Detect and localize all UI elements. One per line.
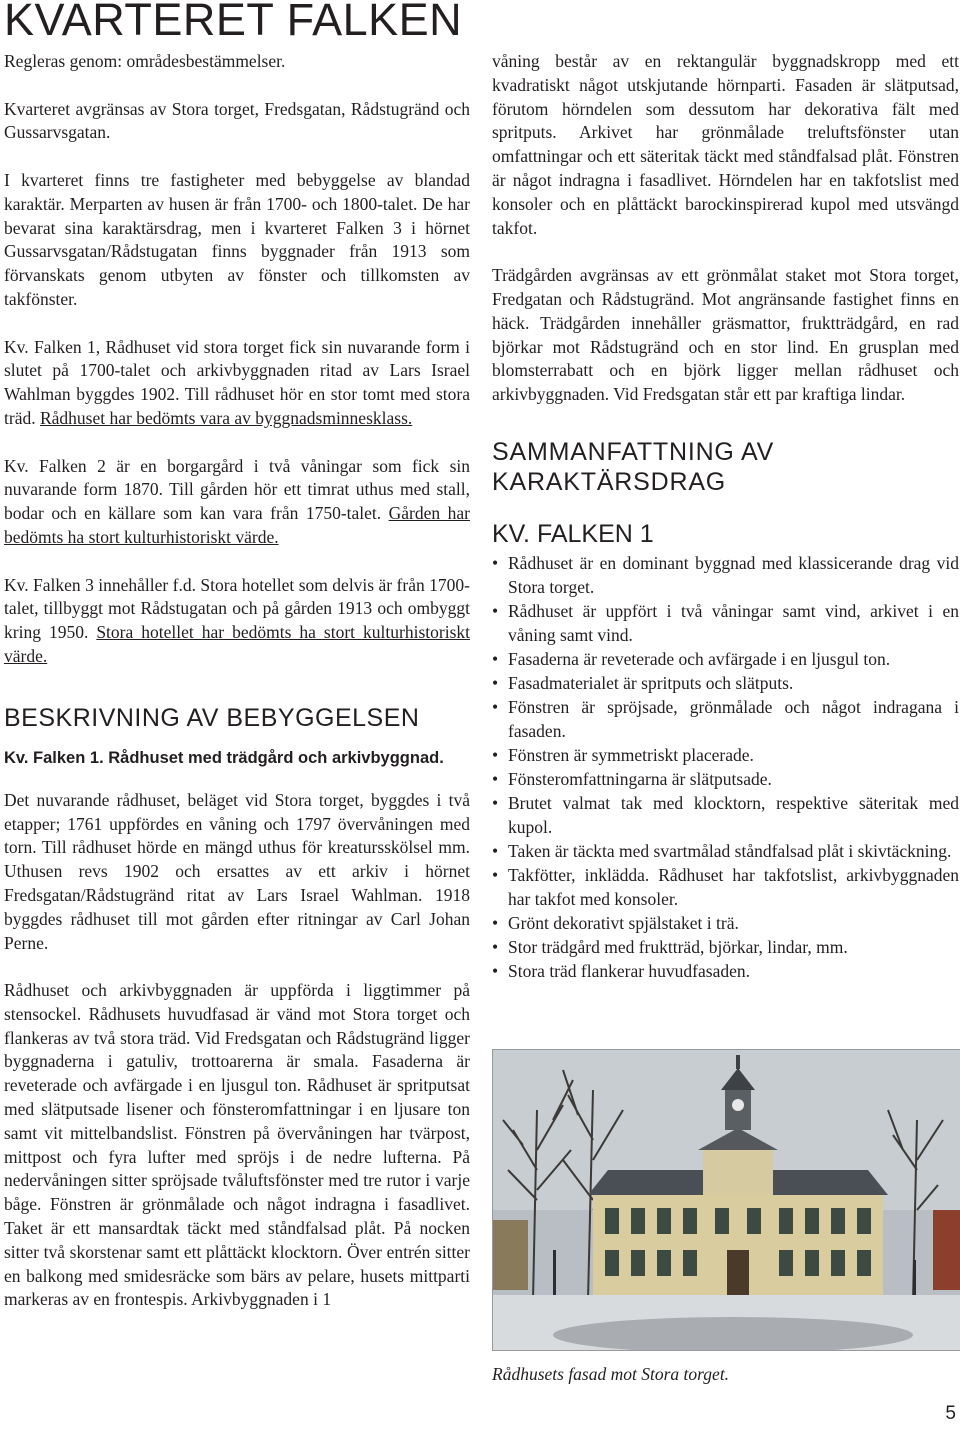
- page-title: KVARTERET FALKEN: [4, 0, 463, 45]
- list-item: • Fasaderna är reveterade och avfärgade i en ljusgul ton.: [492, 647, 959, 671]
- photo-caption: Rådhusets fasad mot Stora torget.: [492, 1364, 730, 1384]
- history-paragraph: Det nuvarande rådhuset, beläget vid Stora torget, byggdes i två etapper; 1761 uppfördes en våning och 1797 övervåningen med torn. Till rådhuset hörde en mängd uthus för kreatursskölsel mm. Uthusen revs 1902 och ersattes av ett arkiv i hörnet Fredsgatan/Rådstugränd ritat av Lars Israel Wahlman. 1918 byggdes rådhuset till mot gården efter ritningar av Carl Johan Perne.: [4, 789, 470, 953]
- falken-2-paragraph: [4, 455, 470, 550]
- falken-2-assessment: Gården har bedömts ha stort kulturhistoriskt värde.: [4, 503, 470, 547]
- falken-3-assessment: Stora hotellet har bedömts ha stort kulturhistoriskt värde.: [4, 622, 470, 666]
- sub-heading-falken-1: Kv. Falken 1. Rådhuset med trädgård och arkivbyggnad.: [4, 748, 444, 767]
- description-paragraph: Rådhuset och arkivbyggnaden är uppförda i liggtimmer på stensockel. Rådhusets huvudfasad är vänd mot Stora torget och flankeras av två stora träd. Vid Fredsgatan och Rådstugränd ligger byggnaderna i gatuliv, trottoarerna är smala. Fasaderna är reveterade och avfärgade i en ljusgul ton. Rådhuset är spritputsat med slätputsade lisener och fönsteromfattningar i en ljusare ton samt vit mittelbandslist. Fönstren på övervåningen har tvärpost, mittpost och fyra lufter med spröjs i de nedre lufterna. På nedervåningen sitter spröjsade tvåluftsfönster med tre rutor i varje båge. Fönstren är grönmålade och något indragna i fasadlivet. Taket är ett mansardtak täckt med ståndfalsad plåt. På nocken sitter två skorstenar samt ett plåttäckt klocktorn. Över entrén sitter en balkong med smidesräcke som bärs av pelare, husets mittparti markeras av en frontespis. Arkivbyggnaden i 1: [4, 980, 470, 1310]
- falken-2-text: är en borgargård i två våningar som fick sin nuvarande form 1870. Till gården hör ett timrat uthus med stall, bodar och en källare som kan vara från 1750-talet.: [4, 455, 470, 524]
- summary-list: [492, 551, 959, 983]
- garden-paragraph: Trädgården avgränsas av ett grönmålat staket mot Stora torget, Fredgatan och Rådstugränd. Mot angränsande fastighet finns en häck. Trädgården innehåller gräsmattor, fruktträdgård, en rad björkar mot Rådstugränd och en stor lind. En grusplan med blomsterrabatt och en björk ligger mellan rådhuset och arkivbyggnaden. Vid Fredsgatan står ett par kraftiga lindar.: [492, 265, 959, 405]
- falken-3-paragraph: [4, 574, 470, 669]
- list-item: • Rådhuset är uppfört i två våningar samt vind, arkivet i en våning samt vind.: [492, 599, 959, 647]
- section-heading-description: BESKRIVNING AV BEBYGGELSEN: [4, 703, 420, 732]
- section-heading-summary: SAMMANFATTNING AV KARAKTÄRSDRAG: [492, 437, 775, 496]
- list-item: • Rådhuset är en dominant byggnad med klassicerande drag vid Stora torget.: [492, 551, 959, 599]
- falken-1-text: , Rådhuset vid stora torget fick sin nuvarande form i slutet på 1700-talet och arkivbyggnaden ritad av Lars Israel Wahlman byggdes 1902. Till rådhuset hör en stor tomt med stora träd.: [4, 336, 470, 428]
- archive-paragraph: våning består av en rektangulär byggnadskropp med ett kvadratiskt något utskjutande hörnparti. Fasaden är slätputsad, förutom hörndelen som dessutom har dekorativa fält med spritputs. Arkivet har grönmålade treluftsfönster utan omfattningar och ett säteritak täckt med ståndfalsad plåt. Fönstren är något indragna i fasadlivet. Hörndelen har en takfotslist med konsoler och en plåttäckt barockinspirerad kupol med utsvängd takfot.: [492, 51, 959, 238]
- falken-1-assessment: Rådhuset har bedömts vara av byggnadsminnesklass.: [39, 407, 413, 428]
- list-item: • Fönsteromfattningarna är slätputsade.: [492, 767, 959, 791]
- list-item: • Takfötter, inklädda. Rådhuset har takfotslist, arkivbyggnaden har takfot med konsoler.: [492, 863, 959, 911]
- list-item: • Stora träd flankerar huvudfasaden.: [492, 959, 959, 983]
- list-item: • Brutet valmat tak med klocktorn, respektive säteritak med kupol.: [492, 791, 959, 839]
- page-number: 5: [945, 1403, 956, 1424]
- falken-3-text: innehåller f.d. Stora hotellet som delvis är från 1700-talet, tillbyggt mot Rådstugatan och på gården 1913 och ombyggt kring 1950.: [4, 574, 470, 643]
- falken-1-paragraph: [4, 336, 470, 431]
- list-item: • Grönt dekorativt spjälstaket i trä.: [492, 911, 959, 935]
- boundary-paragraph: Kvarteret avgränsas av Stora torget, Fredsgatan, Rådstugränd och Gussarvsgatan.: [4, 98, 470, 143]
- list-item: • Fasadmaterialet är spritputs och slätputs.: [492, 671, 959, 695]
- list-item: • Taken är täckta med svartmålad ståndfalsad plåt i skivtäckning.: [492, 839, 959, 863]
- falken-3-lead: Kv. Falken 3: [4, 574, 94, 595]
- falken-1-lead: Kv. Falken 1: [4, 336, 96, 357]
- overview-paragraph: I kvarteret finns tre fastigheter med bebyggelse av blandad karaktär. Merparten av husen är från 1700- och 1800-talet. De har bevarat sina karaktärsdrag, men i kvarteret Falken 3 i hörnet Gussarvsgatan/Rådstugatan finns byggnader från 1913 som förvanskats genom utbyten av fönster och tillkomsten av takfönster.: [4, 169, 470, 309]
- list-item: • Stor trädgård med fruktträd, björkar, lindar, mm.: [492, 935, 959, 959]
- regulation-paragraph: Regleras genom: områdesbestämmelser.: [4, 51, 286, 71]
- left-column: [4, 50, 470, 1312]
- list-item: • Fönstren är symmetriskt placerade.: [492, 743, 959, 767]
- sub-heading-kv-falken-1: KV. FALKEN 1: [492, 519, 654, 548]
- list-item: • Fönstren är spröjsade, grönmålade och något indragana i fasaden.: [492, 695, 959, 743]
- falken-2-lead: Kv. Falken 2: [4, 455, 106, 476]
- town-hall-photo: [492, 1049, 960, 1351]
- right-column: [492, 50, 959, 983]
